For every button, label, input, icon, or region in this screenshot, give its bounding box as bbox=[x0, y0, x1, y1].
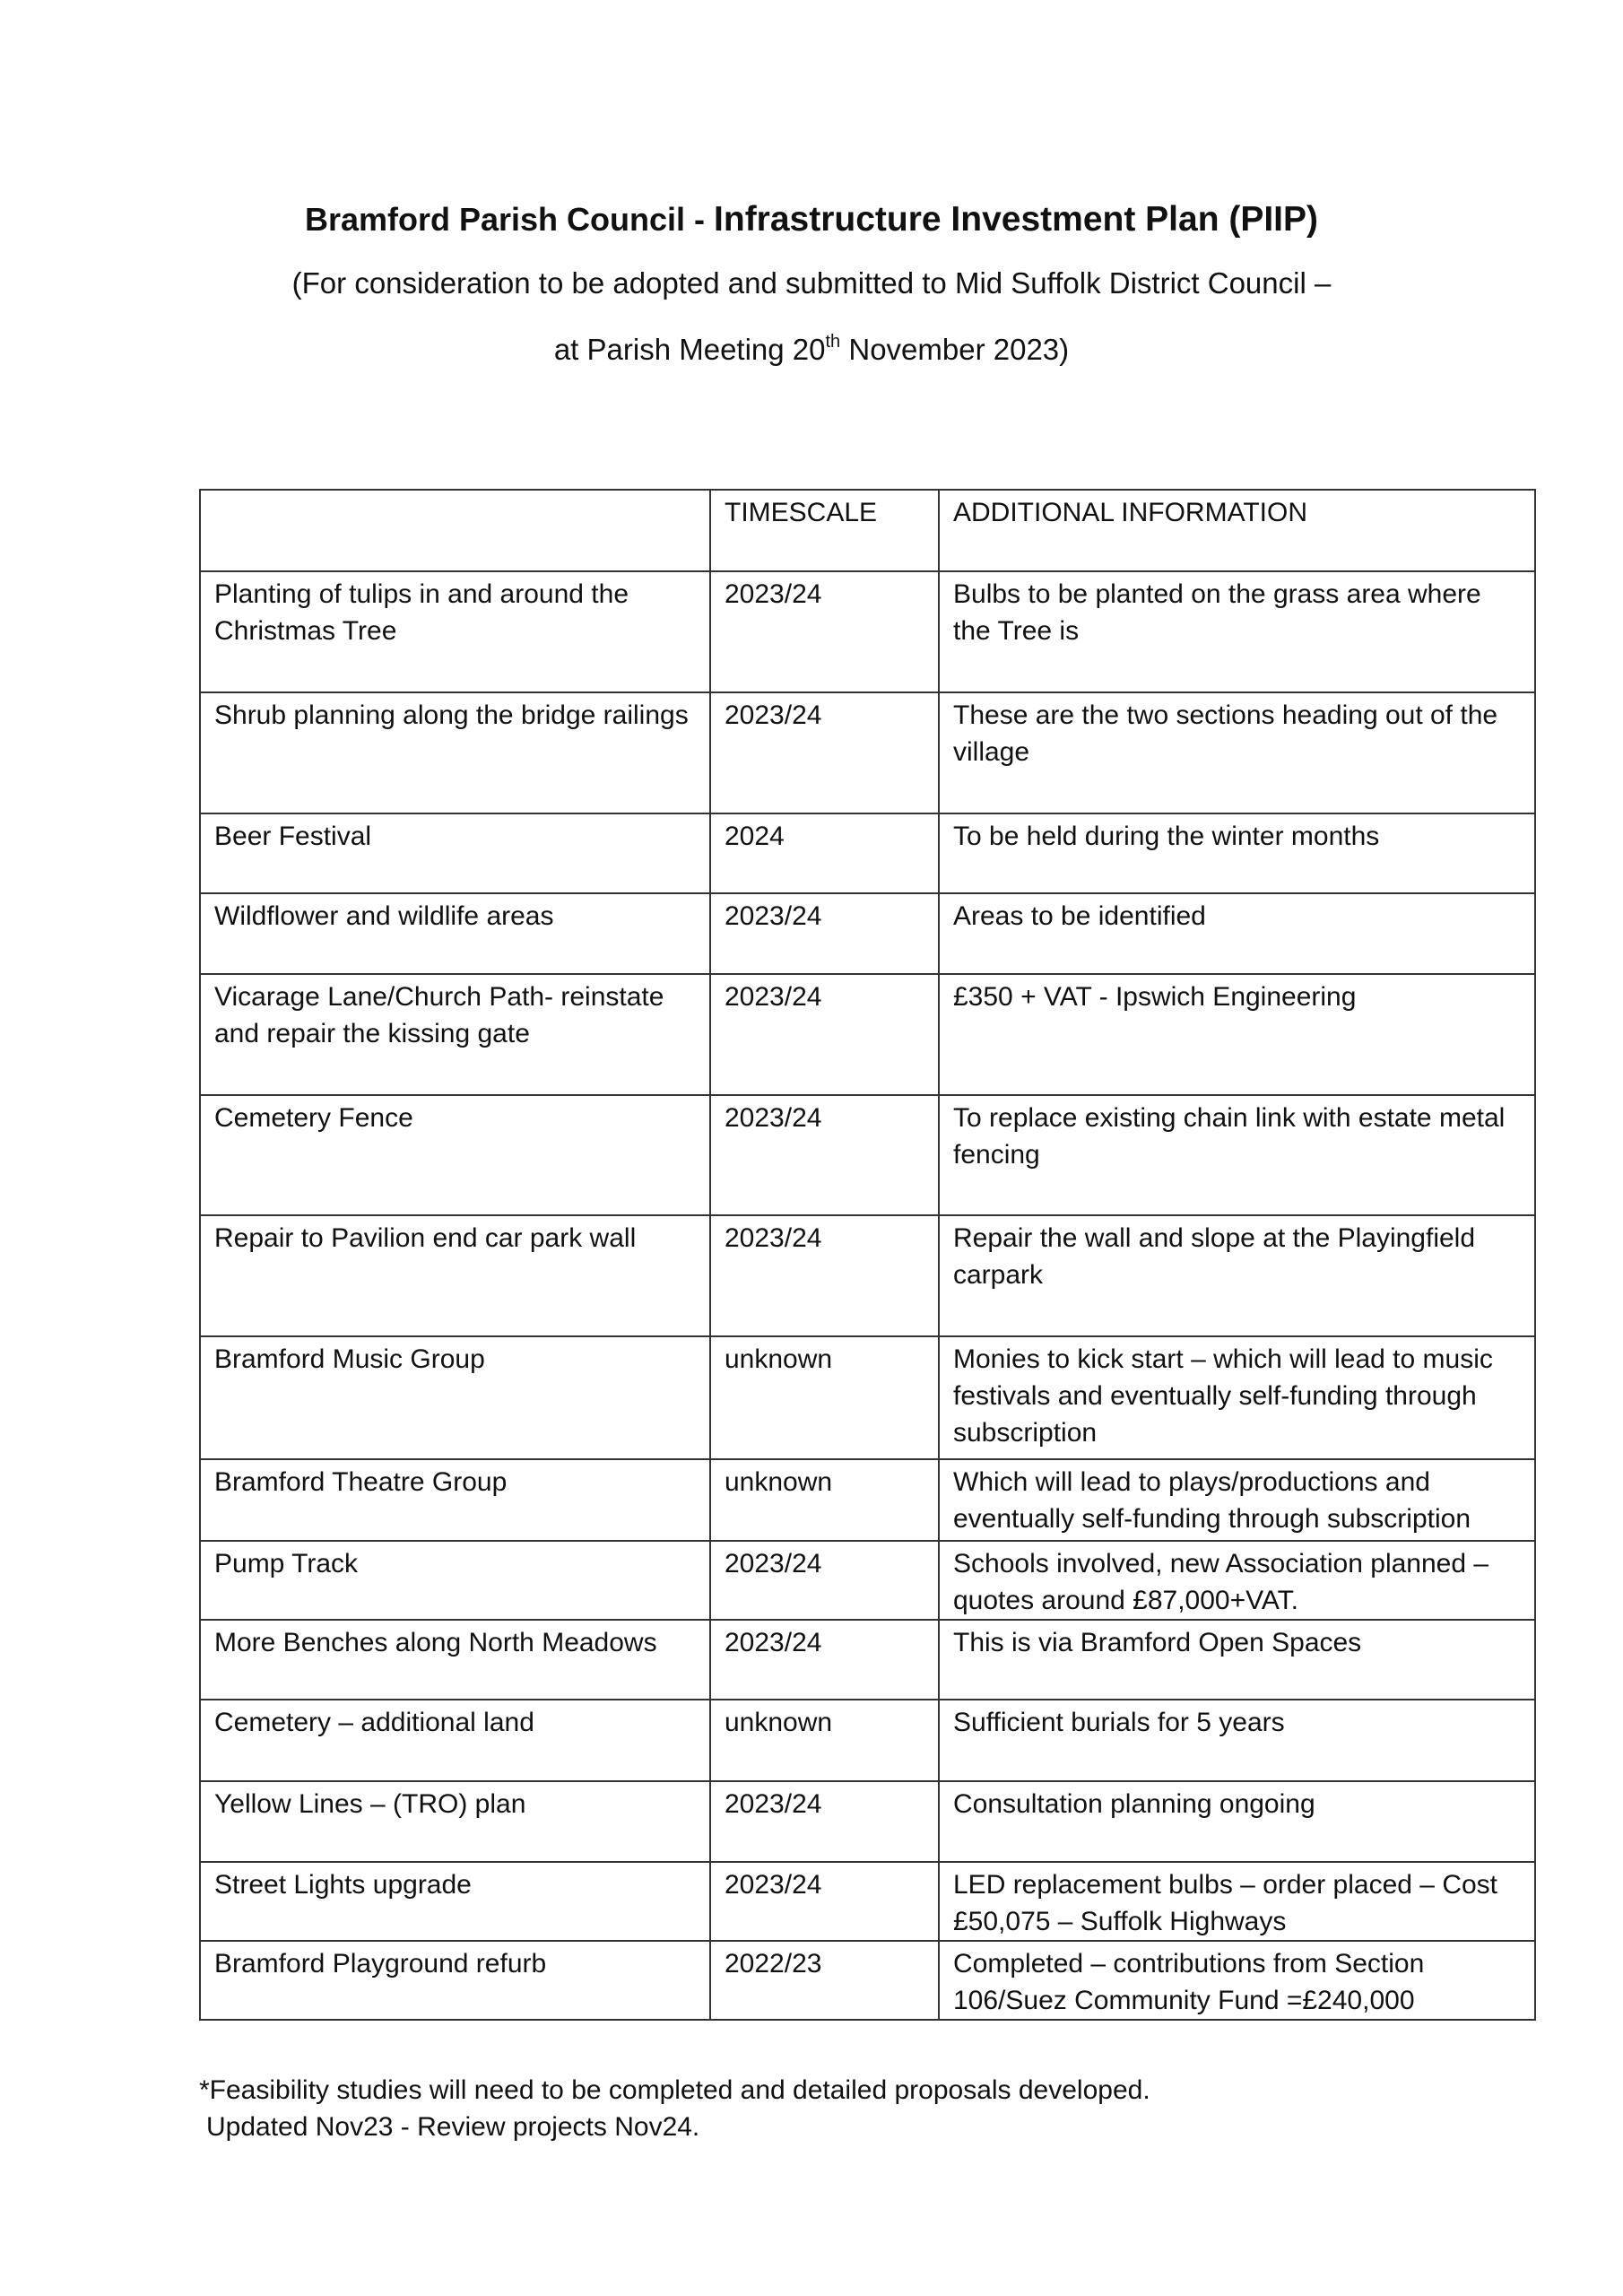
table-row bbox=[200, 1095, 1535, 1215]
subtitle-meeting: at Parish Meeting 20 bbox=[553, 333, 826, 366]
title-council: Bramford Parish Council - bbox=[304, 201, 715, 238]
feasibility-note: *Feasibility studies will need to be completed and detailed proposals developed. bbox=[199, 2075, 1150, 2105]
info-cell: Bulbs to be planted on the grass area where the Tree is bbox=[939, 571, 1535, 692]
subtitle-date: November 2023) bbox=[840, 333, 1070, 366]
timescale-cell: 2023/24 bbox=[710, 1215, 939, 1336]
timescale-cell: 2023/24 bbox=[710, 974, 939, 1095]
timescale-cell: 2023/24 bbox=[710, 571, 939, 692]
info-cell: Areas to be identified bbox=[939, 893, 1535, 974]
timescale-cell: unknown bbox=[710, 1459, 939, 1541]
info-cell: Sufficient burials for 5 years bbox=[939, 1700, 1535, 1781]
info-cell: Consultation planning ongoing bbox=[939, 1781, 1535, 1862]
table-row bbox=[200, 893, 1535, 974]
project-cell: Pump Track bbox=[200, 1541, 710, 1620]
table-row bbox=[200, 1862, 1535, 1941]
info-cell: Which will lead to plays/productions and eventually self-funding through subscription bbox=[939, 1459, 1535, 1541]
document-header bbox=[0, 197, 1623, 371]
info-cell: To be held during the winter months bbox=[939, 813, 1535, 893]
project-cell: Yellow Lines – (TRO) plan bbox=[200, 1781, 710, 1862]
header-project bbox=[200, 490, 710, 571]
table-row bbox=[200, 692, 1535, 813]
timescale-cell: unknown bbox=[710, 1700, 939, 1781]
project-cell: Street Lights upgrade bbox=[200, 1862, 710, 1941]
info-cell: To replace existing chain link with estate metal fencing bbox=[939, 1095, 1535, 1215]
timescale-cell: 2023/24 bbox=[710, 1541, 939, 1620]
timescale-cell: 2024 bbox=[710, 813, 939, 893]
project-cell: Bramford Music Group bbox=[200, 1336, 710, 1459]
table-row bbox=[200, 974, 1535, 1095]
timescale-cell: 2022/23 bbox=[710, 1941, 939, 2020]
table-row bbox=[200, 1541, 1535, 1620]
project-cell: Bramford Theatre Group bbox=[200, 1459, 710, 1541]
timescale-cell: 2023/24 bbox=[710, 1862, 939, 1941]
subtitle-ordinal: th bbox=[825, 332, 841, 352]
footer-notes bbox=[199, 2072, 1150, 2145]
table-row bbox=[200, 813, 1535, 893]
table-header-row bbox=[200, 490, 1535, 571]
table-row bbox=[200, 1459, 1535, 1541]
table-row bbox=[200, 1941, 1535, 2020]
timescale-cell: 2023/24 bbox=[710, 893, 939, 974]
project-cell: Planting of tulips in and around the Christmas Tree bbox=[200, 571, 710, 692]
update-note: Updated Nov23 - Review projects Nov24. bbox=[206, 2112, 700, 2142]
project-cell: Bramford Playground refurb bbox=[200, 1941, 710, 2020]
subtitle-line-1: (For consideration to be adopted and submitted to Mid Suffolk District Council – bbox=[291, 266, 1332, 300]
header-timescale: TIMESCALE bbox=[710, 490, 939, 571]
info-cell: Completed – contributions from Section 106/Suez Community Fund =£240,000 bbox=[939, 1941, 1535, 2020]
project-cell: Shrub planning along the bridge railings bbox=[200, 692, 710, 813]
table-row bbox=[200, 1700, 1535, 1781]
info-cell: LED replacement bulbs – order placed – Cost £50,075 – Suffolk Highways bbox=[939, 1862, 1535, 1941]
page-title bbox=[0, 197, 1623, 242]
timescale-cell: 2023/24 bbox=[710, 692, 939, 813]
timescale-cell: 2023/24 bbox=[710, 1620, 939, 1700]
table-row bbox=[200, 1620, 1535, 1700]
info-cell: Schools involved, new Association planned – quotes around £87,000+VAT. bbox=[939, 1541, 1535, 1620]
project-cell: Wildflower and wildlife areas bbox=[200, 893, 710, 974]
project-cell: Cemetery Fence bbox=[200, 1095, 710, 1215]
info-cell: Monies to kick start – which will lead to music festivals and eventually self-funding through subscription bbox=[939, 1336, 1535, 1459]
investment-plan-table bbox=[199, 489, 1536, 2021]
project-cell: Repair to Pavilion end car park wall bbox=[200, 1215, 710, 1336]
table-row bbox=[200, 571, 1535, 692]
title-plan: Infrastructure Investment Plan (PIIP) bbox=[714, 200, 1319, 239]
info-cell: These are the two sections heading out of the village bbox=[939, 692, 1535, 813]
header-additional-information: ADDITIONAL INFORMATION bbox=[939, 490, 1535, 571]
info-cell: This is via Bramford Open Spaces bbox=[939, 1620, 1535, 1700]
info-cell: £350 + VAT - Ipswich Engineering bbox=[939, 974, 1535, 1095]
table-row bbox=[200, 1215, 1535, 1336]
project-cell: Beer Festival bbox=[200, 813, 710, 893]
subtitle-line-2 bbox=[0, 328, 1623, 371]
table-row bbox=[200, 1781, 1535, 1862]
timescale-cell: 2023/24 bbox=[710, 1781, 939, 1862]
table-row bbox=[200, 1336, 1535, 1459]
timescale-cell: 2023/24 bbox=[710, 1095, 939, 1215]
project-cell: More Benches along North Meadows bbox=[200, 1620, 710, 1700]
project-cell: Cemetery – additional land bbox=[200, 1700, 710, 1781]
info-cell: Repair the wall and slope at the Playingfield carpark bbox=[939, 1215, 1535, 1336]
project-cell: Vicarage Lane/Church Path- reinstate and repair the kissing gate bbox=[200, 974, 710, 1095]
timescale-cell: unknown bbox=[710, 1336, 939, 1459]
